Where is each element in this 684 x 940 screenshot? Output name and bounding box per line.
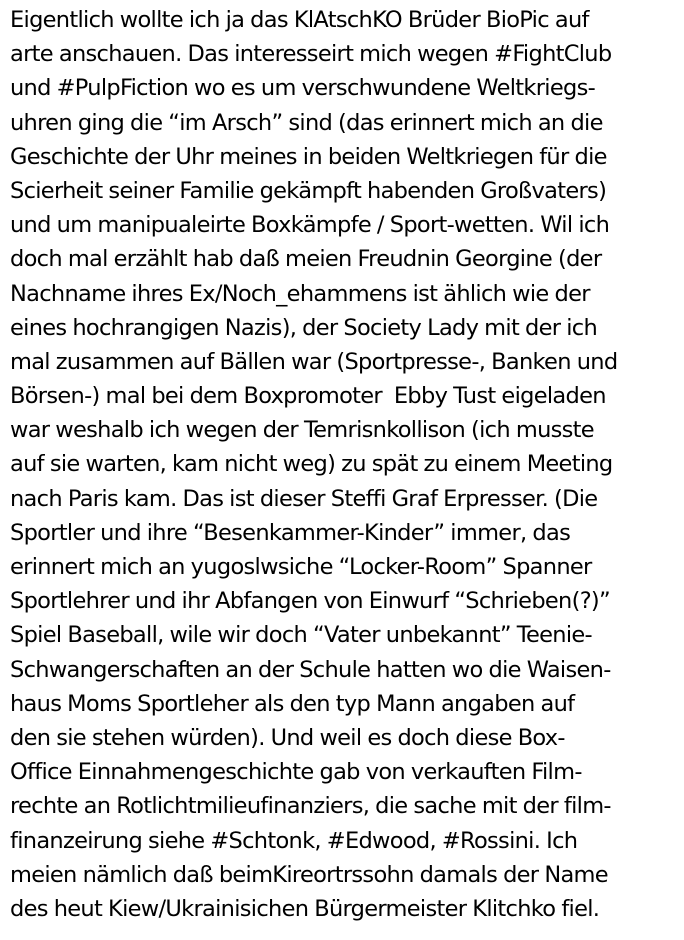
text-line: war weshalb ich wegen der Temrisnkollison (ich musste (10, 417, 594, 444)
text-line: und um manipualeirte Boxkämpfe / Sport-wetten. Wil ich (10, 212, 610, 239)
text-line: Office Einnahmengeschichte gab von verkauften Film- (10, 759, 582, 786)
text-line: Börsen-) mal bei dem Boxpromoter Ebby Tust eigeladen (10, 383, 606, 410)
text-line: und #PulpFiction wo es um verschwundene Weltkriegs- (10, 75, 596, 102)
text-line: mal zusammen auf Bällen war (Sportpresse-, Banken und (10, 348, 618, 375)
text-line: Eigentlich wollte ich ja das KlAtschKO Brüder BioPic auf (10, 7, 589, 33)
body-text (10, 3, 682, 926)
text-line: Schwangerschaften an der Schule hatten wo die Waisen- (10, 656, 611, 683)
text-line: den sie stehen würden). Und weil es doch diese Box- (10, 724, 565, 751)
text-line: finanzeirung siehe #Schtonk, #Edwood, #Rossini. Ich (10, 827, 578, 854)
text-line: haus Moms Sportleher als den typ Mann angaben auf (10, 690, 575, 717)
text-line: Nachname ihres Ex/Noch_ehammens ist ählich wie der (10, 280, 590, 307)
text-line: uhren ging die “im Arsch” sind (das erinnert mich an die (10, 109, 603, 136)
text-line: Scierheit seiner Familie gekämpft habenden Großvaters) (10, 177, 607, 204)
text-line: doch mal erzählt hab daß meien Freudnin Georgine (der (10, 246, 602, 273)
text-line: arte anschauen. Das interesseirt mich wegen #FightClub (10, 41, 612, 68)
text-line: auf sie warten, kam nicht weg) zu spät zu einem Meeting (10, 451, 613, 478)
text-line: erinnert mich an yugoslwsiche “Locker-Room” Spanner (10, 554, 592, 580)
text-line: rechte an Rotlichtmilieufinanziers, die sache mit der film- (10, 793, 611, 820)
text-line: Sportler und ihre “Besenkammer-Kinder” immer, das (10, 519, 571, 546)
text-line: Geschichte der Uhr meines in beiden Weltkriegen für die (10, 143, 607, 170)
text-line: Spiel Baseball, wile wir doch “Vater unbekannt” Teenie- (10, 622, 592, 649)
text-line: des heut Kiew/Ukrainisichen Bürgermeister Klitchko fiel. (10, 895, 600, 922)
text-line: meien nämlich daß beimKireortrssohn damals der Name (10, 861, 608, 888)
text-line: Sportlehrer und ihr Abfangen von Einwurf “Schrieben(?)” (10, 588, 610, 615)
text-line: nach Paris kam. Das ist dieser Steffi Graf Erpresser. (Die (10, 485, 598, 512)
text-line: eines hochrangigen Nazis), der Society Lady mit der ich (10, 314, 598, 341)
